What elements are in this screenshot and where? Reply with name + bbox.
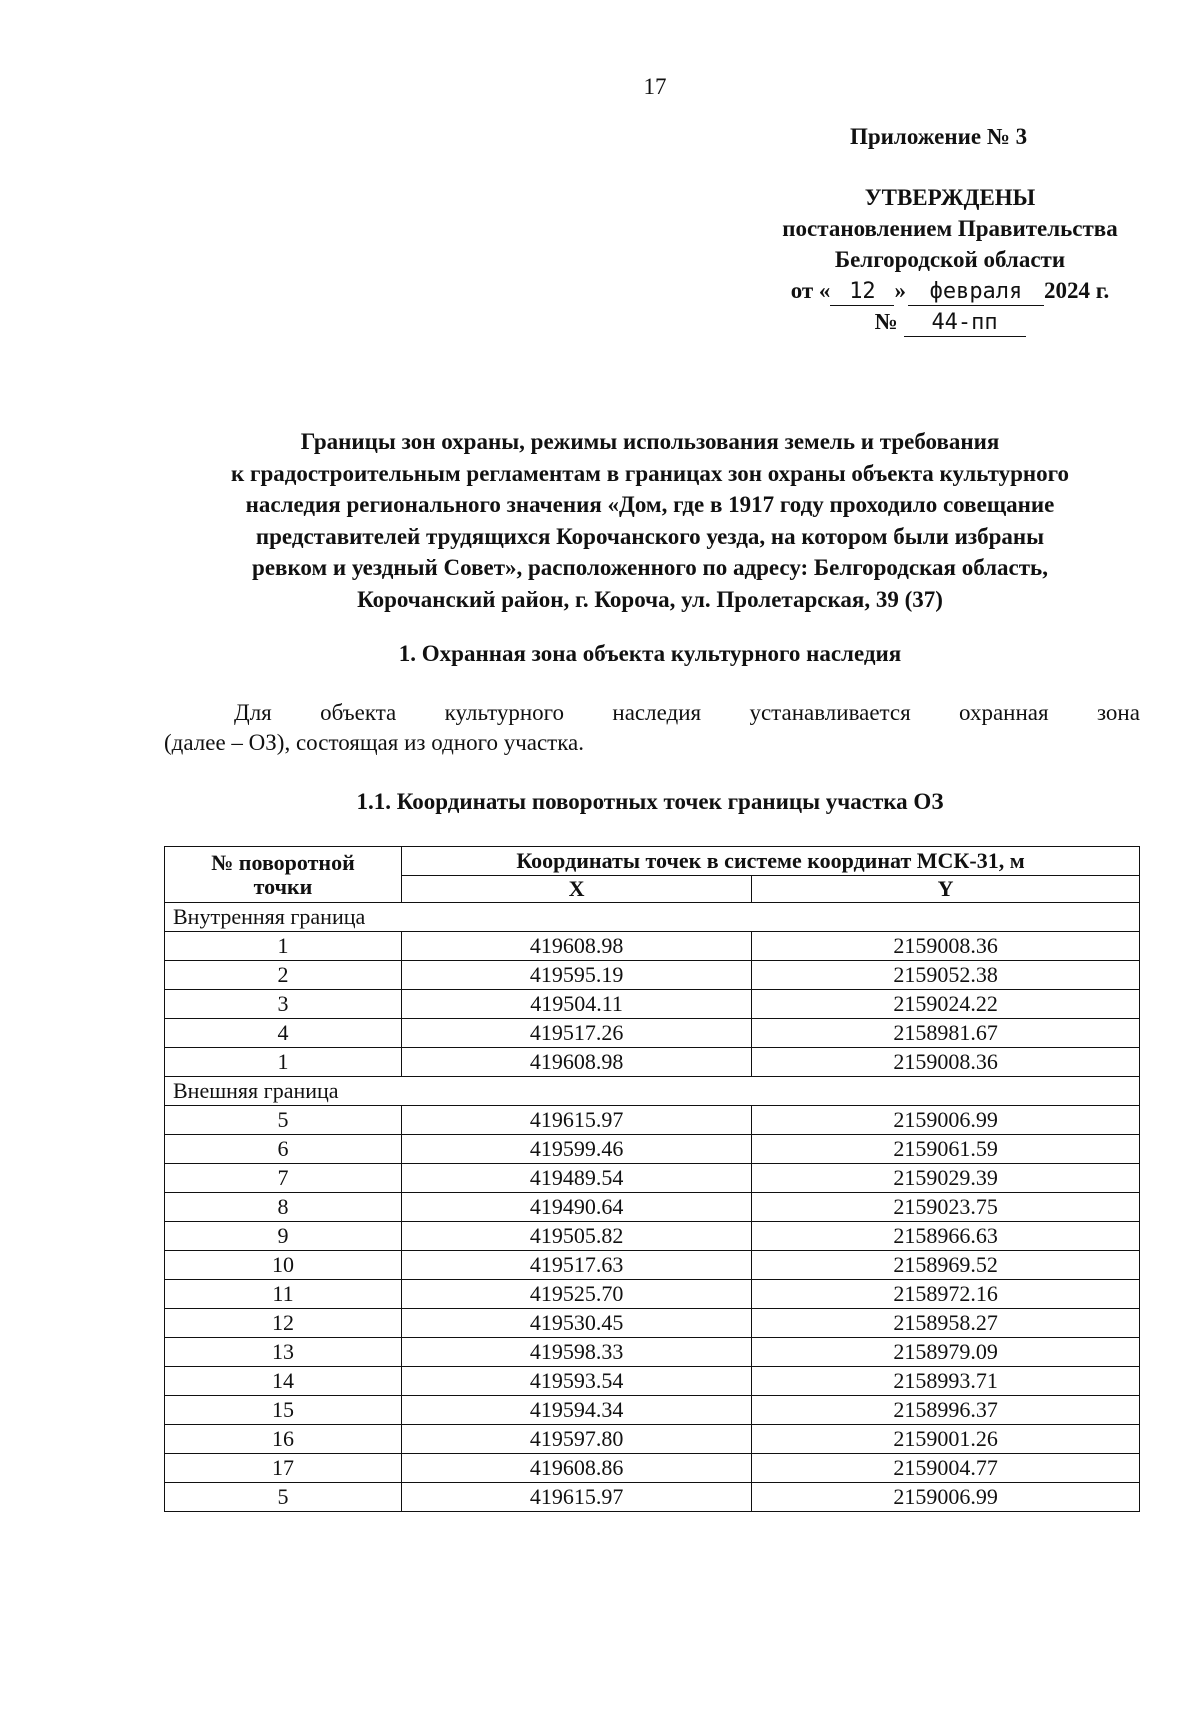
y-coordinate-cell: 2158993.71	[752, 1367, 1140, 1396]
table-row	[165, 1425, 1140, 1454]
approval-number	[740, 306, 1160, 337]
section-heading: 1. Охранная зона объекта культурного наследия	[398, 641, 902, 666]
table-row	[165, 990, 1140, 1019]
x-coordinate-cell: 419517.26	[402, 1019, 752, 1048]
table-group-label: Внутренняя граница	[165, 903, 1140, 932]
point-number-cell: 7	[165, 1164, 402, 1193]
point-number-cell: 16	[165, 1425, 402, 1454]
table-row	[165, 932, 1140, 961]
x-coordinate-cell: 419615.97	[402, 1483, 752, 1512]
y-coordinate-cell: 2158969.52	[752, 1251, 1140, 1280]
point-number-cell: 2	[165, 961, 402, 990]
point-number-cell: 1	[165, 1048, 402, 1077]
table-row	[165, 1367, 1140, 1396]
point-number-cell: 4	[165, 1019, 402, 1048]
table-row	[165, 1454, 1140, 1483]
paragraph-word: культурного	[444, 700, 565, 725]
y-coordinate-cell: 2159001.26	[752, 1425, 1140, 1454]
document-number: 44-пп	[904, 310, 1026, 337]
y-coordinate-cell: 2158981.67	[752, 1019, 1140, 1048]
table-row	[165, 1396, 1140, 1425]
y-coordinate-cell: 2159006.99	[752, 1106, 1140, 1135]
x-coordinate-cell: 419608.86	[402, 1454, 752, 1483]
table-row	[165, 1048, 1140, 1077]
table-row	[165, 1338, 1140, 1367]
table-group-row	[165, 1077, 1140, 1106]
point-number-cell: 5	[165, 1483, 402, 1512]
header-x: X	[402, 876, 752, 903]
point-number-cell: 10	[165, 1251, 402, 1280]
point-number-cell: 5	[165, 1106, 402, 1135]
approval-date	[740, 275, 1160, 306]
approval-line-2: Белгородской области	[834, 247, 1066, 272]
title-line: Корочанский район, г. Короча, ул. Пролетарская, 39 (37)	[357, 586, 943, 612]
y-coordinate-cell: 2159024.22	[752, 990, 1140, 1019]
date-mid: »	[894, 278, 906, 303]
point-number-cell: 9	[165, 1222, 402, 1251]
subsection-heading: 1.1. Координаты поворотных точек границы участка ОЗ	[356, 789, 944, 814]
title-line: наследия регионального значения «Дом, где в 1917 году проходило совещание	[245, 492, 1055, 517]
paragraph-line-1	[164, 698, 1140, 728]
point-number-cell: 6	[165, 1135, 402, 1164]
paragraph-word: наследия	[612, 700, 702, 725]
approval-line-1: постановлением Правительства	[782, 216, 1118, 241]
y-coordinate-cell: 2159008.36	[752, 932, 1140, 961]
y-coordinate-cell: 2159052.38	[752, 961, 1140, 990]
coordinates-table	[164, 846, 1140, 1512]
table-group-label: Внешняя граница	[165, 1077, 1140, 1106]
x-coordinate-cell: 419608.98	[402, 932, 752, 961]
point-number-cell: 17	[165, 1454, 402, 1483]
y-coordinate-cell: 2158996.37	[752, 1396, 1140, 1425]
point-number-cell: 13	[165, 1338, 402, 1367]
approval-title: УТВЕРЖДЕНЫ	[864, 185, 1036, 210]
table-group-row	[165, 903, 1140, 932]
y-coordinate-cell: 2159029.39	[752, 1164, 1140, 1193]
x-coordinate-cell: 419593.54	[402, 1367, 752, 1396]
approval-block	[740, 182, 1160, 337]
x-coordinate-cell: 419599.46	[402, 1135, 752, 1164]
title-line: Границы зон охраны, режимы использования земель и требования	[300, 429, 1000, 454]
y-coordinate-cell: 2158966.63	[752, 1222, 1140, 1251]
x-coordinate-cell: 419530.45	[402, 1309, 752, 1338]
date-prefix: от «	[790, 278, 831, 303]
paragraph-line-2: (далее – ОЗ), состоящая из одного участка.	[164, 730, 585, 755]
paragraph-word: объекта	[320, 700, 397, 725]
x-coordinate-cell: 419504.11	[402, 990, 752, 1019]
table-row	[165, 961, 1140, 990]
x-coordinate-cell: 419597.80	[402, 1425, 752, 1454]
document-title	[150, 426, 1150, 615]
point-number-cell: 15	[165, 1396, 402, 1425]
number-prefix: №	[874, 309, 898, 334]
paragraph-word: Для	[234, 700, 272, 725]
paragraph-word: устанавливается	[749, 700, 911, 725]
x-coordinate-cell: 419598.33	[402, 1338, 752, 1367]
y-coordinate-cell: 2158972.16	[752, 1280, 1140, 1309]
header-y: Y	[752, 876, 1140, 903]
date-year: 2024 г.	[1043, 278, 1110, 303]
paragraph-word: зона	[1096, 700, 1140, 725]
y-coordinate-cell: 2158979.09	[752, 1338, 1140, 1367]
table-row	[165, 1251, 1140, 1280]
page-number: 17	[643, 74, 667, 99]
date-month: февраля	[908, 279, 1044, 306]
point-number-cell: 12	[165, 1309, 402, 1338]
y-coordinate-cell: 2159006.99	[752, 1483, 1140, 1512]
paragraph	[164, 698, 1140, 758]
title-line: представителей трудящихся Корочанского уезда, на котором были избраны	[255, 523, 1045, 549]
table-row	[165, 1309, 1140, 1338]
date-day: 12	[830, 279, 894, 306]
x-coordinate-cell: 419525.70	[402, 1280, 752, 1309]
title-line: ревком и уездный Совет», расположенного по адресу: Белгородская область,	[252, 555, 1048, 580]
y-coordinate-cell: 2158958.27	[752, 1309, 1140, 1338]
table-row	[165, 1106, 1140, 1135]
table-row	[165, 1222, 1140, 1251]
title-line: к градостроительным регламентам в границах зон охраны объекта культурного	[231, 460, 1069, 486]
y-coordinate-cell: 2159004.77	[752, 1454, 1140, 1483]
y-coordinate-cell: 2159008.36	[752, 1048, 1140, 1077]
x-coordinate-cell: 419595.19	[402, 961, 752, 990]
x-coordinate-cell: 419615.97	[402, 1106, 752, 1135]
table-row	[165, 1483, 1140, 1512]
table-row	[165, 1135, 1140, 1164]
annex-label: Приложение № 3	[850, 124, 1028, 149]
x-coordinate-cell: 419608.98	[402, 1048, 752, 1077]
header-coordinates: Координаты точек в системе координат МСК-31, м	[402, 847, 1140, 876]
y-coordinate-cell: 2159023.75	[752, 1193, 1140, 1222]
table-row	[165, 1164, 1140, 1193]
header-point-number	[165, 847, 402, 903]
paragraph-word: охранная	[959, 700, 1049, 725]
point-number-cell: 3	[165, 990, 402, 1019]
header-point-number-line-2: точки	[253, 873, 313, 899]
x-coordinate-cell: 419489.54	[402, 1164, 752, 1193]
point-number-cell: 1	[165, 932, 402, 961]
y-coordinate-cell: 2159061.59	[752, 1135, 1140, 1164]
x-coordinate-cell: 419517.63	[402, 1251, 752, 1280]
x-coordinate-cell: 419505.82	[402, 1222, 752, 1251]
point-number-cell: 8	[165, 1193, 402, 1222]
header-point-number-line-1: № поворотной	[211, 849, 355, 875]
table-row	[165, 1019, 1140, 1048]
point-number-cell: 14	[165, 1367, 402, 1396]
x-coordinate-cell: 419490.64	[402, 1193, 752, 1222]
x-coordinate-cell: 419594.34	[402, 1396, 752, 1425]
table-row	[165, 1193, 1140, 1222]
table-row	[165, 1280, 1140, 1309]
point-number-cell: 11	[165, 1280, 402, 1309]
